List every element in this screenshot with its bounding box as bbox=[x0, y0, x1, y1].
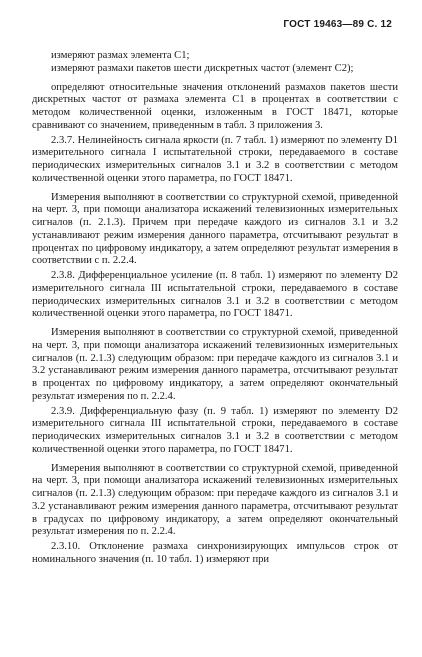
section-2-3-7: 2.3.7. Нелинейность сигнала яркости (п. 7 табл. 1) измеряют по элементу D1 измерительного сигнала I испытательной строки, передаваемого в составе периодических измерительных сигналов 3.1 и 3.2 в соответствии с методом количественной оценки этого параметра, по ГОСТ 18471. bbox=[32, 134, 398, 184]
paragraph: Измерения выполняют в соответствии со структурной схемой, приведенной на черт. 3, при помощи анализатора искажений телевизионных измерительных сигналов (п. 2.1.3). Причем при передаче каждого из сигналов 3.1 и 3.2 устанавливают режим измерения данного параметра, отсчитывают результат в процентах по цифровому индикатору, а затем определяют результат измерения в соответствии с п. 2.2.4. bbox=[32, 191, 398, 267]
paragraph: измеряют размахи пакетов шести дискретных частот (элемент С2); bbox=[51, 62, 354, 74]
paragraph: Измерения выполняют в соответствии со структурной схемой, приведенной на черт. 3, при помощи анализатора искажений телевизионных измерительных сигналов (п. 2.1.3) следующим образом: при передаче каждого из сигналов 3.1 и 3.2 устанавливают режим измерения данного параметра, отсчитывают результат в градусах по цифровому индикатору, а затем определяют окончательный результат измерения по п. 2.2.4. bbox=[32, 462, 398, 538]
paragraph: Измерения выполняют в соответствии со структурной схемой, приведенной на черт. 3, при помощи анализатора искажений телевизионных измерительных сигналов (п. 2.1.3) следующим образом: при передаче каждого из сигналов 3.1 и 3.2 устанавливают режим измерения данного параметра, отсчитывают результат в процентах по цифровому индикатору, а затем определяют окончательный результат измерения по п. 2.2.4. bbox=[32, 327, 398, 402]
section-2-3-9: 2.3.9. Дифференциальную фазу (п. 9 табл. 1) измеряют по элементу D2 измерительного сигнала III испытательной строки, передаваемого в составе периодических измерительных сигналов 3.1 и 3.2 в соответствии с методом количественной оценки этого параметра, по ГОСТ 18471. bbox=[32, 405, 398, 455]
paragraph: измеряют размах элемента С1; bbox=[51, 50, 190, 61]
document-body bbox=[32, 50, 398, 567]
section-2-3-8: 2.3.8. Дифференциальное усиление (п. 8 табл. 1) измеряют по элементу D2 измерительного сигнала III испытательной строки, передаваемого в составе периодических измерительных сигналов 3.1 и 3.2 в соответствии с методом количественной оценки этого параметра, по ГОСТ 18471. bbox=[32, 270, 398, 320]
page-header: ГОСТ 19463—89 С. 12 bbox=[283, 19, 392, 30]
paragraph: определяют относительные значения отклонений размахов пакетов шести дискретных частот от размаха элемента С1 в процентах в соответствии с методом количественной оценки, изложенным в ГОСТ 18471, которые сравнивают со значением, приведенным в табл. 3 приложения 3. bbox=[32, 81, 398, 131]
section-2-3-10: 2.3.10. Отклонение размаха синхронизирующих импульсов строк от номинального значения (п. 10 табл. 1) измеряют при bbox=[32, 541, 398, 565]
